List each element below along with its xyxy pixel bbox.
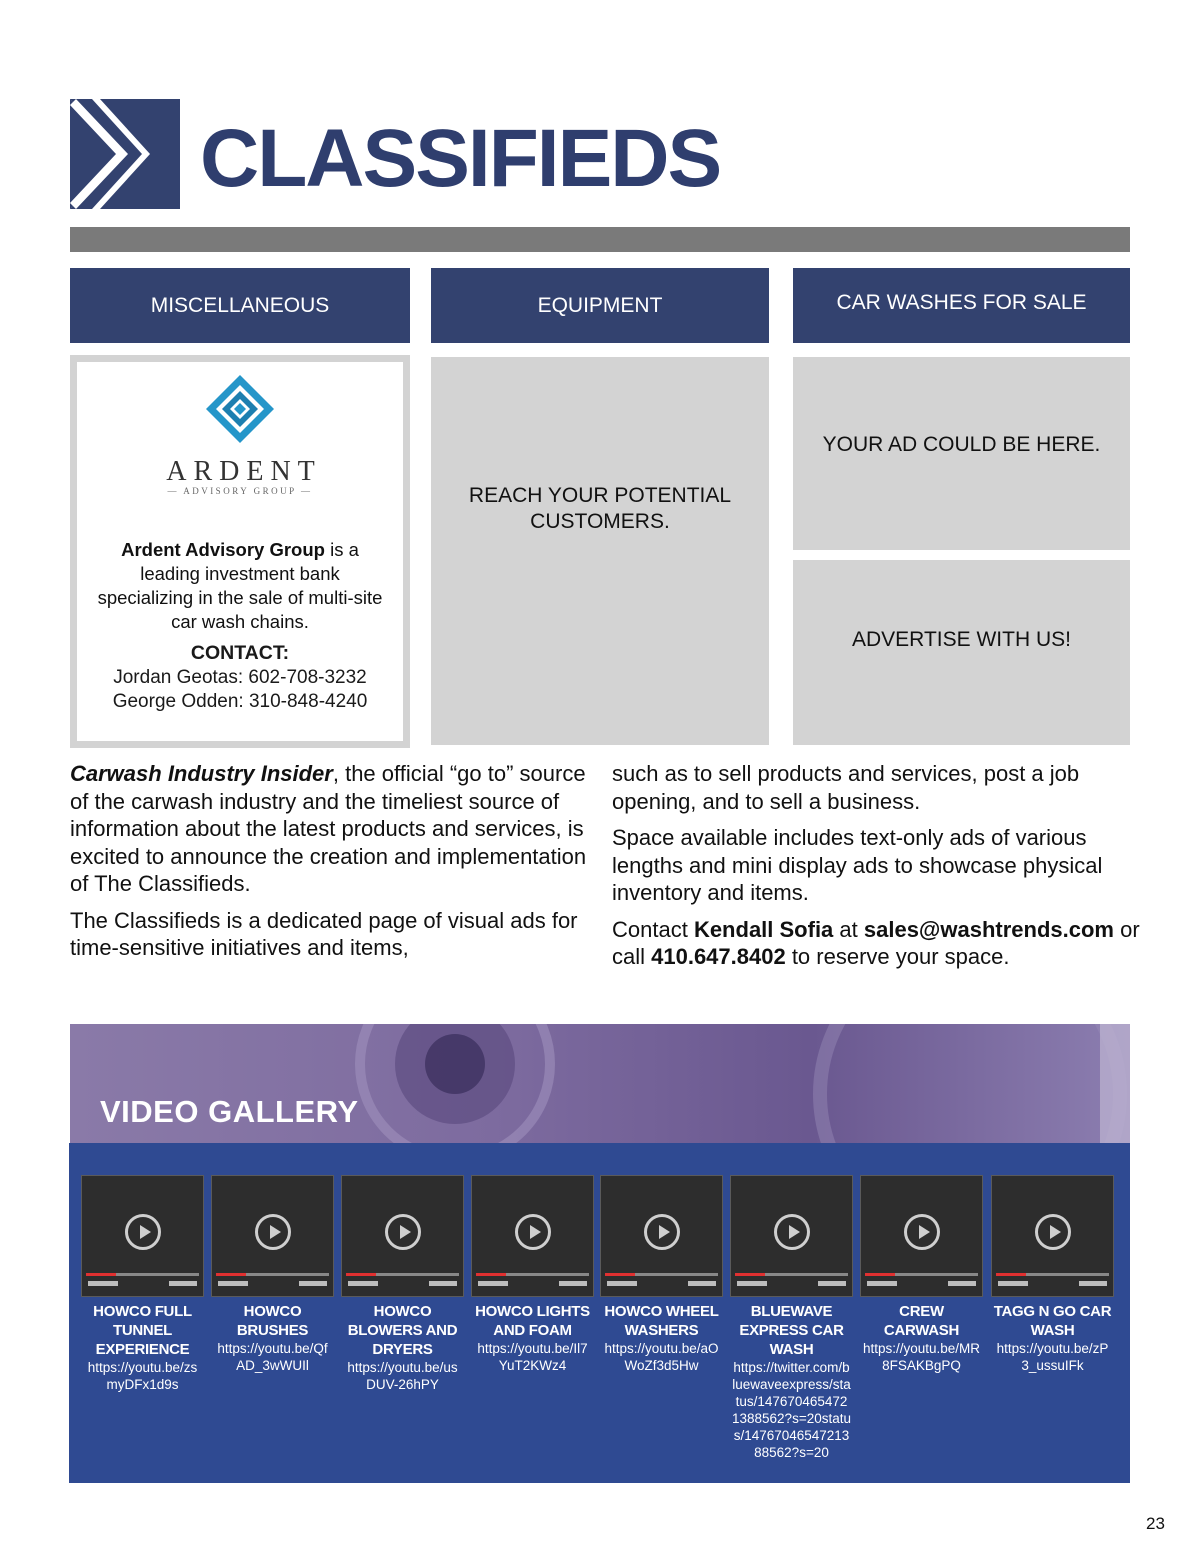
contact-text: Contact: [612, 916, 694, 942]
video-link[interactable]: https://youtu.be/aOWoZf3d5Hw: [604, 1341, 719, 1373]
video-card[interactable]: [471, 1175, 594, 1374]
video-title: HOWCO BRUSHES: [236, 1303, 309, 1339]
progress-bar: [605, 1273, 718, 1276]
contact-paragraph: [612, 916, 1142, 971]
chevron-logo-icon: [70, 99, 180, 209]
contact-text: at: [833, 916, 864, 942]
column-header-label: MISCELLANEOUS: [150, 293, 330, 317]
player-controls: [88, 1279, 197, 1287]
player-controls: [218, 1279, 327, 1287]
video-thumbnail[interactable]: [81, 1175, 204, 1297]
contact-email-link[interactable]: sales@washtrends.com: [863, 916, 1114, 942]
video-thumbnail[interactable]: [211, 1175, 334, 1297]
column-header-equipment: [431, 268, 769, 343]
ardent-advisory-ad[interactable]: [70, 355, 410, 748]
body-text-left: [70, 760, 590, 971]
video-link[interactable]: https://youtu.be/MR8FSAKBgPQ: [862, 1341, 981, 1373]
contact-label: CONTACT:: [190, 642, 290, 664]
ardent-company-name: Ardent Advisory Group: [121, 539, 325, 560]
ardent-description: [77, 538, 403, 634]
contact-jordan: Jordan Geotas: 602-708-3232: [113, 667, 367, 688]
progress-bar: [86, 1273, 199, 1276]
classifieds-paragraph: The Classifieds is a dedicated page of visual ads for time-sensitive initiatives and items,: [70, 907, 578, 960]
contact-george: George Odden: 310-848-4240: [112, 691, 368, 712]
page-number: 23: [1146, 1514, 1165, 1533]
video-title: HOWCO BLOWERS AND DRYERS: [347, 1303, 458, 1358]
play-icon[interactable]: [125, 1214, 161, 1250]
video-thumbnail[interactable]: [730, 1175, 853, 1297]
progress-bar: [865, 1273, 978, 1276]
ardent-subtitle: — ADVISORY GROUP —: [167, 486, 313, 496]
video-thumbnail[interactable]: [600, 1175, 723, 1297]
video-gallery-title: VIDEO GALLERY: [100, 1094, 359, 1129]
publication-name: Carwash Industry Insider: [70, 761, 333, 786]
player-controls: [478, 1279, 587, 1287]
video-link[interactable]: https://youtu.be/Il7YuT2KWz4: [477, 1341, 588, 1373]
progress-bar: [735, 1273, 848, 1276]
play-icon[interactable]: [644, 1214, 680, 1250]
sale-ad-placeholder-bottom: [793, 560, 1130, 745]
video-thumbnail[interactable]: [991, 1175, 1114, 1297]
ardent-diamond-logo-icon: [204, 373, 276, 445]
video-card[interactable]: [600, 1175, 723, 1374]
video-card[interactable]: [81, 1175, 204, 1393]
video-title: CREW CARWASH: [883, 1303, 960, 1339]
placeholder-text: REACH YOUR POTENTIAL CUSTOMERS.: [468, 484, 732, 533]
video-thumbnail[interactable]: [341, 1175, 464, 1297]
video-card[interactable]: [211, 1175, 334, 1374]
column-header-car-washes-for-sale: [793, 268, 1130, 343]
intro-text: , the official “go to” source of the carwash industry and the timeliest source of information about the latest products and services, is excited to announce the creation and implementation of The Classifieds.: [70, 761, 587, 896]
video-title: HOWCO FULL TUNNEL EXPERIENCE: [93, 1303, 192, 1358]
video-title: HOWCO WHEEL WASHERS: [604, 1303, 719, 1339]
contact-name: Kendall Sofia: [693, 916, 834, 942]
video-title: HOWCO LIGHTS AND FOAM: [475, 1303, 590, 1339]
progress-bar: [476, 1273, 589, 1276]
video-title: TAGG N GO CAR WASH: [993, 1303, 1112, 1339]
ardent-description-text: is a leading investment bank specializing in the sale of multi-site car wash chains.: [97, 539, 383, 632]
intro-paragraph: [70, 760, 590, 898]
play-icon[interactable]: [255, 1214, 291, 1250]
play-icon[interactable]: [774, 1214, 810, 1250]
play-icon[interactable]: [904, 1214, 940, 1250]
sale-ad-placeholder-top: [793, 357, 1130, 550]
column-header-label: EQUIPMENT: [537, 293, 663, 317]
video-link[interactable]: https://youtu.be/usDUV-26hPY: [347, 1360, 458, 1392]
play-icon[interactable]: [515, 1214, 551, 1250]
space-paragraph: Space available includes text-only ads of various lengths and mini display ads to showcase physical inventory and items.: [612, 825, 1103, 905]
progress-bar: [996, 1273, 1109, 1276]
body-text-right: [612, 760, 1142, 980]
player-controls: [607, 1279, 716, 1287]
equipment-ad-placeholder: [431, 357, 769, 745]
ardent-wordmark: ARDENT: [166, 456, 322, 487]
video-card[interactable]: [991, 1175, 1114, 1374]
player-controls: [348, 1279, 457, 1287]
title-divider: [70, 227, 1130, 252]
purpose-paragraph: such as to sell products and services, post a job opening, and to sell a business.: [612, 761, 1080, 814]
player-controls: [867, 1279, 976, 1287]
placeholder-text: YOUR AD COULD BE HERE.: [822, 432, 1101, 456]
video-title: BLUEWAVE EXPRESS CAR WASH: [739, 1303, 844, 1358]
column-header-label: CAR WASHES FOR SALE: [836, 290, 1087, 314]
video-card[interactable]: [860, 1175, 983, 1374]
contact-phone[interactable]: 410.647.8402: [651, 944, 786, 969]
video-thumbnail[interactable]: [860, 1175, 983, 1297]
progress-bar: [216, 1273, 329, 1276]
player-controls: [737, 1279, 846, 1287]
play-icon[interactable]: [1035, 1214, 1071, 1250]
contact-text: to reserve your space.: [785, 944, 1010, 969]
video-link[interactable]: https://youtu.be/zsmyDFx1d9s: [87, 1360, 198, 1392]
video-link[interactable]: https://youtu.be/QfAD_3wWUIl: [217, 1341, 328, 1373]
placeholder-text: ADVERTISE WITH US!: [852, 627, 1071, 651]
player-controls: [998, 1279, 1107, 1287]
video-card[interactable]: [730, 1175, 853, 1461]
play-icon[interactable]: [385, 1214, 421, 1250]
video-link[interactable]: https://youtu.be/zP3_ussuIFk: [996, 1341, 1109, 1373]
video-link[interactable]: https://twitter.com/bluewaveexpress/status/1476704654721388562?s=20status/1476704654721388562?s=20: [732, 1360, 851, 1460]
column-header-miscellaneous: [70, 268, 410, 343]
video-thumbnail[interactable]: [471, 1175, 594, 1297]
page-title: CLASSIFIEDS: [200, 113, 721, 204]
contact-text: or call: [612, 916, 1140, 969]
video-card[interactable]: [341, 1175, 464, 1393]
progress-bar: [346, 1273, 459, 1276]
